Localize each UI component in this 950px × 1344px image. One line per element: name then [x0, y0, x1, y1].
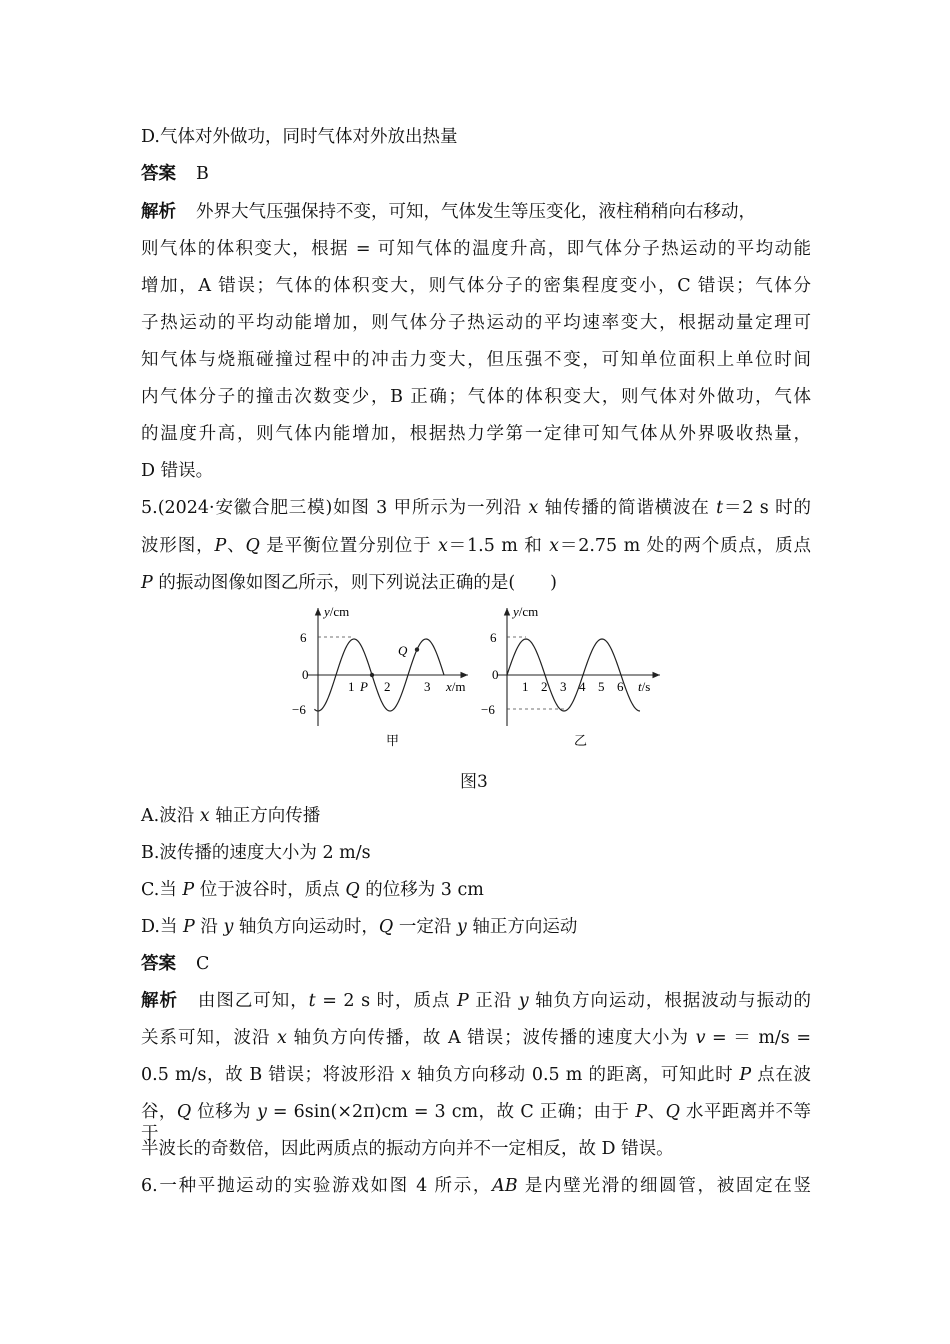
jia-point-q	[415, 647, 419, 651]
yi-tick-neg6: −6	[481, 702, 495, 717]
explanation-1-line-5: 知气体与烧瓶碰撞过程中的冲击力变大，但压强不变，可知单位面积上单位时间	[141, 350, 811, 370]
explanation-1-line-6: 内气体分子的撞击次数变少，B 正确；气体的体积变大，则气体对外做功，气体	[141, 387, 811, 407]
yi-tick-3: 3	[560, 679, 567, 694]
yi-caption: 乙	[574, 734, 588, 749]
explanation-label: 解析	[141, 202, 176, 222]
option-b: B.波传播的速度大小为 2 m/s	[141, 843, 371, 863]
explanation-2-line-4: 谷，Q 位移为 y = 6sin(×2π)cm = 3 cm，故 C 正确；由于 P、Q 水平距离并不等于	[141, 1102, 812, 1144]
answer-label-2: 答案	[141, 954, 176, 974]
yi-tick-1: 1	[522, 679, 529, 694]
explanation-2-line-1: 解析 由图乙可知，t = 2 s 时，质点 P 正沿 y 轴负方向运动，根据波动与振动的	[141, 991, 812, 1011]
yi-tick-0: 0	[492, 667, 499, 682]
yi-x-label: t/s	[638, 679, 651, 694]
explanation-1-line-4: 子热运动的平均动能增加，则气体分子热运动的平均速率变大，根据动量定理可	[141, 313, 811, 333]
graph-yi	[481, 604, 660, 749]
jia-tick-0: 0	[302, 667, 309, 682]
option-c: C.当 P 位于波谷时，质点 Q 的位移为 3 cm	[141, 880, 484, 900]
figure-caption: 图3	[460, 772, 488, 792]
wave-figures-svg	[280, 598, 680, 758]
jia-tick-p: P	[360, 679, 368, 694]
jia-tick-2: 2	[384, 679, 391, 694]
jia-caption: 甲	[386, 734, 400, 749]
explanation-1-line-3: 增加，A 错误；气体的体积变大，则气体分子的密集程度变小，C 错误；气体分	[141, 276, 811, 296]
graph-jia	[292, 604, 468, 749]
jia-x-label: x/m	[446, 679, 466, 694]
yi-tick-6-s: 6	[617, 679, 624, 694]
yi-tick-6: 6	[490, 630, 497, 645]
jia-y-label: y/cm	[324, 604, 350, 619]
jia-tick-6: 6	[300, 630, 307, 645]
explanation-1-line-8: D 错误。	[141, 461, 214, 481]
answer-label: 答案	[141, 164, 176, 184]
question-6-line-1: 6.一种平抛运动的实验游戏如图 4 所示，AB 是内壁光滑的细圆管，被固定在竖	[141, 1176, 811, 1196]
explanation-1-line-1: 解析 外界大气压强保持不变，可知，气体发生等压变化，液柱稍稍向右移动，	[141, 202, 756, 222]
question-5-line-2: 波形图，P、Q 是平衡位置分别位于 x＝1.5 m 和 x＝2.75 m 处的两个质点，质点	[141, 536, 812, 556]
yi-y-label: y/cm	[513, 604, 539, 619]
explanation-2-line-3: 0.5 m/s，故 B 错误；将波形沿 x 轴负方向移动 0.5 m 的距离，可知此时 P 点在波	[141, 1065, 811, 1085]
jia-point-p	[370, 673, 374, 677]
question-5-line-3: P 的振动图像如图乙所示，则下列说法正确的是( )	[141, 573, 557, 593]
yi-tick-4: 4	[579, 679, 586, 694]
explanation-label-2: 解析	[141, 991, 178, 1011]
yi-tick-5: 5	[598, 679, 605, 694]
explanation-1-line-2: 则气体的体积变大，根据 = 可知气体的温度升高，即气体分子热运动的平均动能	[141, 239, 811, 259]
jia-tick-neg6: −6	[292, 702, 306, 717]
answer-row-2: 答案 C	[141, 954, 210, 974]
answer-row-1: 答案 B	[141, 164, 209, 184]
yi-tick-2: 2	[541, 679, 548, 694]
jia-tick-3: 3	[424, 679, 431, 694]
jia-tick-1: 1	[348, 679, 355, 694]
option-a: A.波沿 x 轴正方向传播	[141, 806, 321, 826]
option-d-prev: D.气体对外做功，同时气体对外放出热量	[141, 127, 458, 147]
option-d: D.当 P 沿 y 轴负方向运动时，Q 一定沿 y 轴正方向运动	[141, 917, 578, 937]
explanation-1-line-7: 的温度升高，则气体内能增加，根据热力学第一定律可知气体从外界吸收热量，	[141, 424, 811, 444]
explanation-2-line-5: 半波长的奇数倍，因此两质点的振动方向并不一定相反，故 D 错误。	[141, 1139, 674, 1159]
figure-3	[280, 598, 680, 762]
jia-q-label: Q	[398, 643, 408, 658]
question-5-line-1: 5.(2024·安徽合肥三模)如图 3 甲所示为一列沿 x 轴传播的简谐横波在 t＝2 s 时的	[141, 498, 812, 518]
explanation-2-line-2: 关系可知，波沿 x 轴负方向传播，故 A 错误；波传播的速度大小为 v = ＝ m/s =	[141, 1028, 812, 1048]
